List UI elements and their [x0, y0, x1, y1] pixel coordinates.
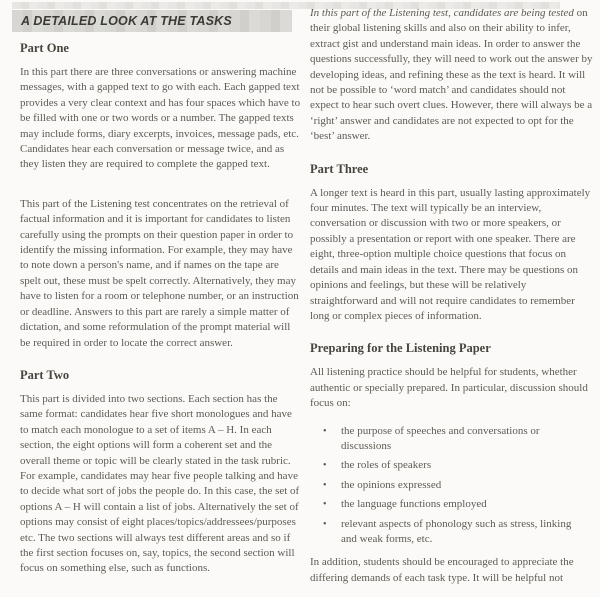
- part-three-heading: Part Three: [310, 161, 369, 176]
- focus-bullet-list: [310, 424, 596, 548]
- part-two-heading: Part Two: [20, 367, 70, 382]
- preparing-intro-paragraph: All listening practice should be helpful for students, whether authentic or specially prepared. In particular, discussion should focus on:: [310, 366, 588, 410]
- page-title: A DETAILED LOOK AT THE TASKS: [21, 14, 232, 28]
- bullet-icon: •: [323, 479, 327, 491]
- right-column: [310, 6, 596, 586]
- bullet-item: [310, 478, 596, 493]
- part-three-paragraph: A longer text is heard in this part, usually lasting approximately four minutes. The text will typically be an interview, conversation or discussion with two or more speakers, or possibly a presentation or report with one speaker. There are eight, three-option multiple choice questions that focus on details and main ideas in the text. There may be questions on opinions and feelings, but these will be relatively straightforward and will not require candidates to remember long or complex pieces of information.: [310, 186, 591, 322]
- bullet-text: relevant aspects of phonology such as stress, linking and weak forms, etc.: [341, 517, 572, 545]
- bullet-item: [310, 497, 596, 512]
- bullet-item: [310, 458, 596, 473]
- bullet-icon: •: [323, 425, 327, 437]
- page-header-bar: [12, 10, 292, 32]
- part-one-heading: Part One: [20, 41, 69, 55]
- bullet-item: [310, 517, 596, 548]
- bullet-icon: •: [323, 460, 327, 472]
- bullet-text: the purpose of speeches and conversations or discussions: [341, 424, 540, 452]
- part-two-paragraph: This part is divided into two sections. Each section has the same format: candidates hear five short monologues and have to match each monologue to a set of items A – H. In each section, the eight options will form a coherent set and the overall theme or topic will be clearly stated in the task rubric. For example, candidates may hear five people talking and have to decide what sort of jobs the people do. In this case, the set of options A – H will contain a list of jobs. Alternatively the set of options may consist of eight places/topics/addressees/purposes etc. The two sections will always test different areas and so if the first section focuses on, say, topics, the second section will focus on something else, such as functions.: [20, 392, 300, 575]
- part-one-paragraph-2: This part of the Listening test concentrates on the retrieval of factual information and it is important for candidates to listen carefully using the prompts on their question paper in order to identify the missing information. For example, they may have to note down a person's name, and if names on the tape are spelt out, these must be spelt correctly. Alternatively, they may have to listen for a room or telephone number, or an instruction or deadline. Answers to this part are rarely a simple matter of dictation, and some reformulation of the prompt material will be required in order to locate the correct answer.: [20, 197, 299, 349]
- listening-intro-paragraph: [310, 6, 596, 145]
- intro-rest: on their global listening skills and also on their ability to infer, extract gist and understand main ideas. In order to answer the questions successfully, they will need to work out the answer by developing ideas, and refining these as the text is heard. It will not be possible to ‘word match’ and candidates should not expect to hear such overt clues. However, there will always be a ‘right’ answer and candidates are not expected to opt for the ‘best’ answer.: [310, 7, 593, 143]
- bullet-icon: •: [323, 499, 327, 511]
- bullet-text: the opinions expressed: [341, 478, 442, 491]
- bullet-icon: •: [323, 518, 327, 530]
- intro-lead-italic: In this part of the Listening test, candidates are being tested: [310, 7, 574, 19]
- bullet-item: [310, 424, 596, 455]
- closing-paragraph: In addition, students should be encouraged to appreciate the differing demands of each task type. It will be helpful not: [310, 556, 574, 584]
- part-one-paragraph-1: In this part there are three conversations or answering machine messages, with a gapped text to go with each. Each gapped text provides a very clear context and has four spaces which have to be filled with one or two words or a number. The gapped texts may include forms, diary excerpts, invoices, message pads, etc. Candidates hear each conversation or message twice, and as they listen they are required to complete the gapped text.: [20, 66, 301, 171]
- bullet-text: the language functions employed: [341, 498, 487, 511]
- bullet-text: the roles of speakers: [341, 459, 432, 472]
- left-column: [20, 40, 302, 577]
- preparing-heading: Preparing for the Listening Paper: [310, 341, 491, 356]
